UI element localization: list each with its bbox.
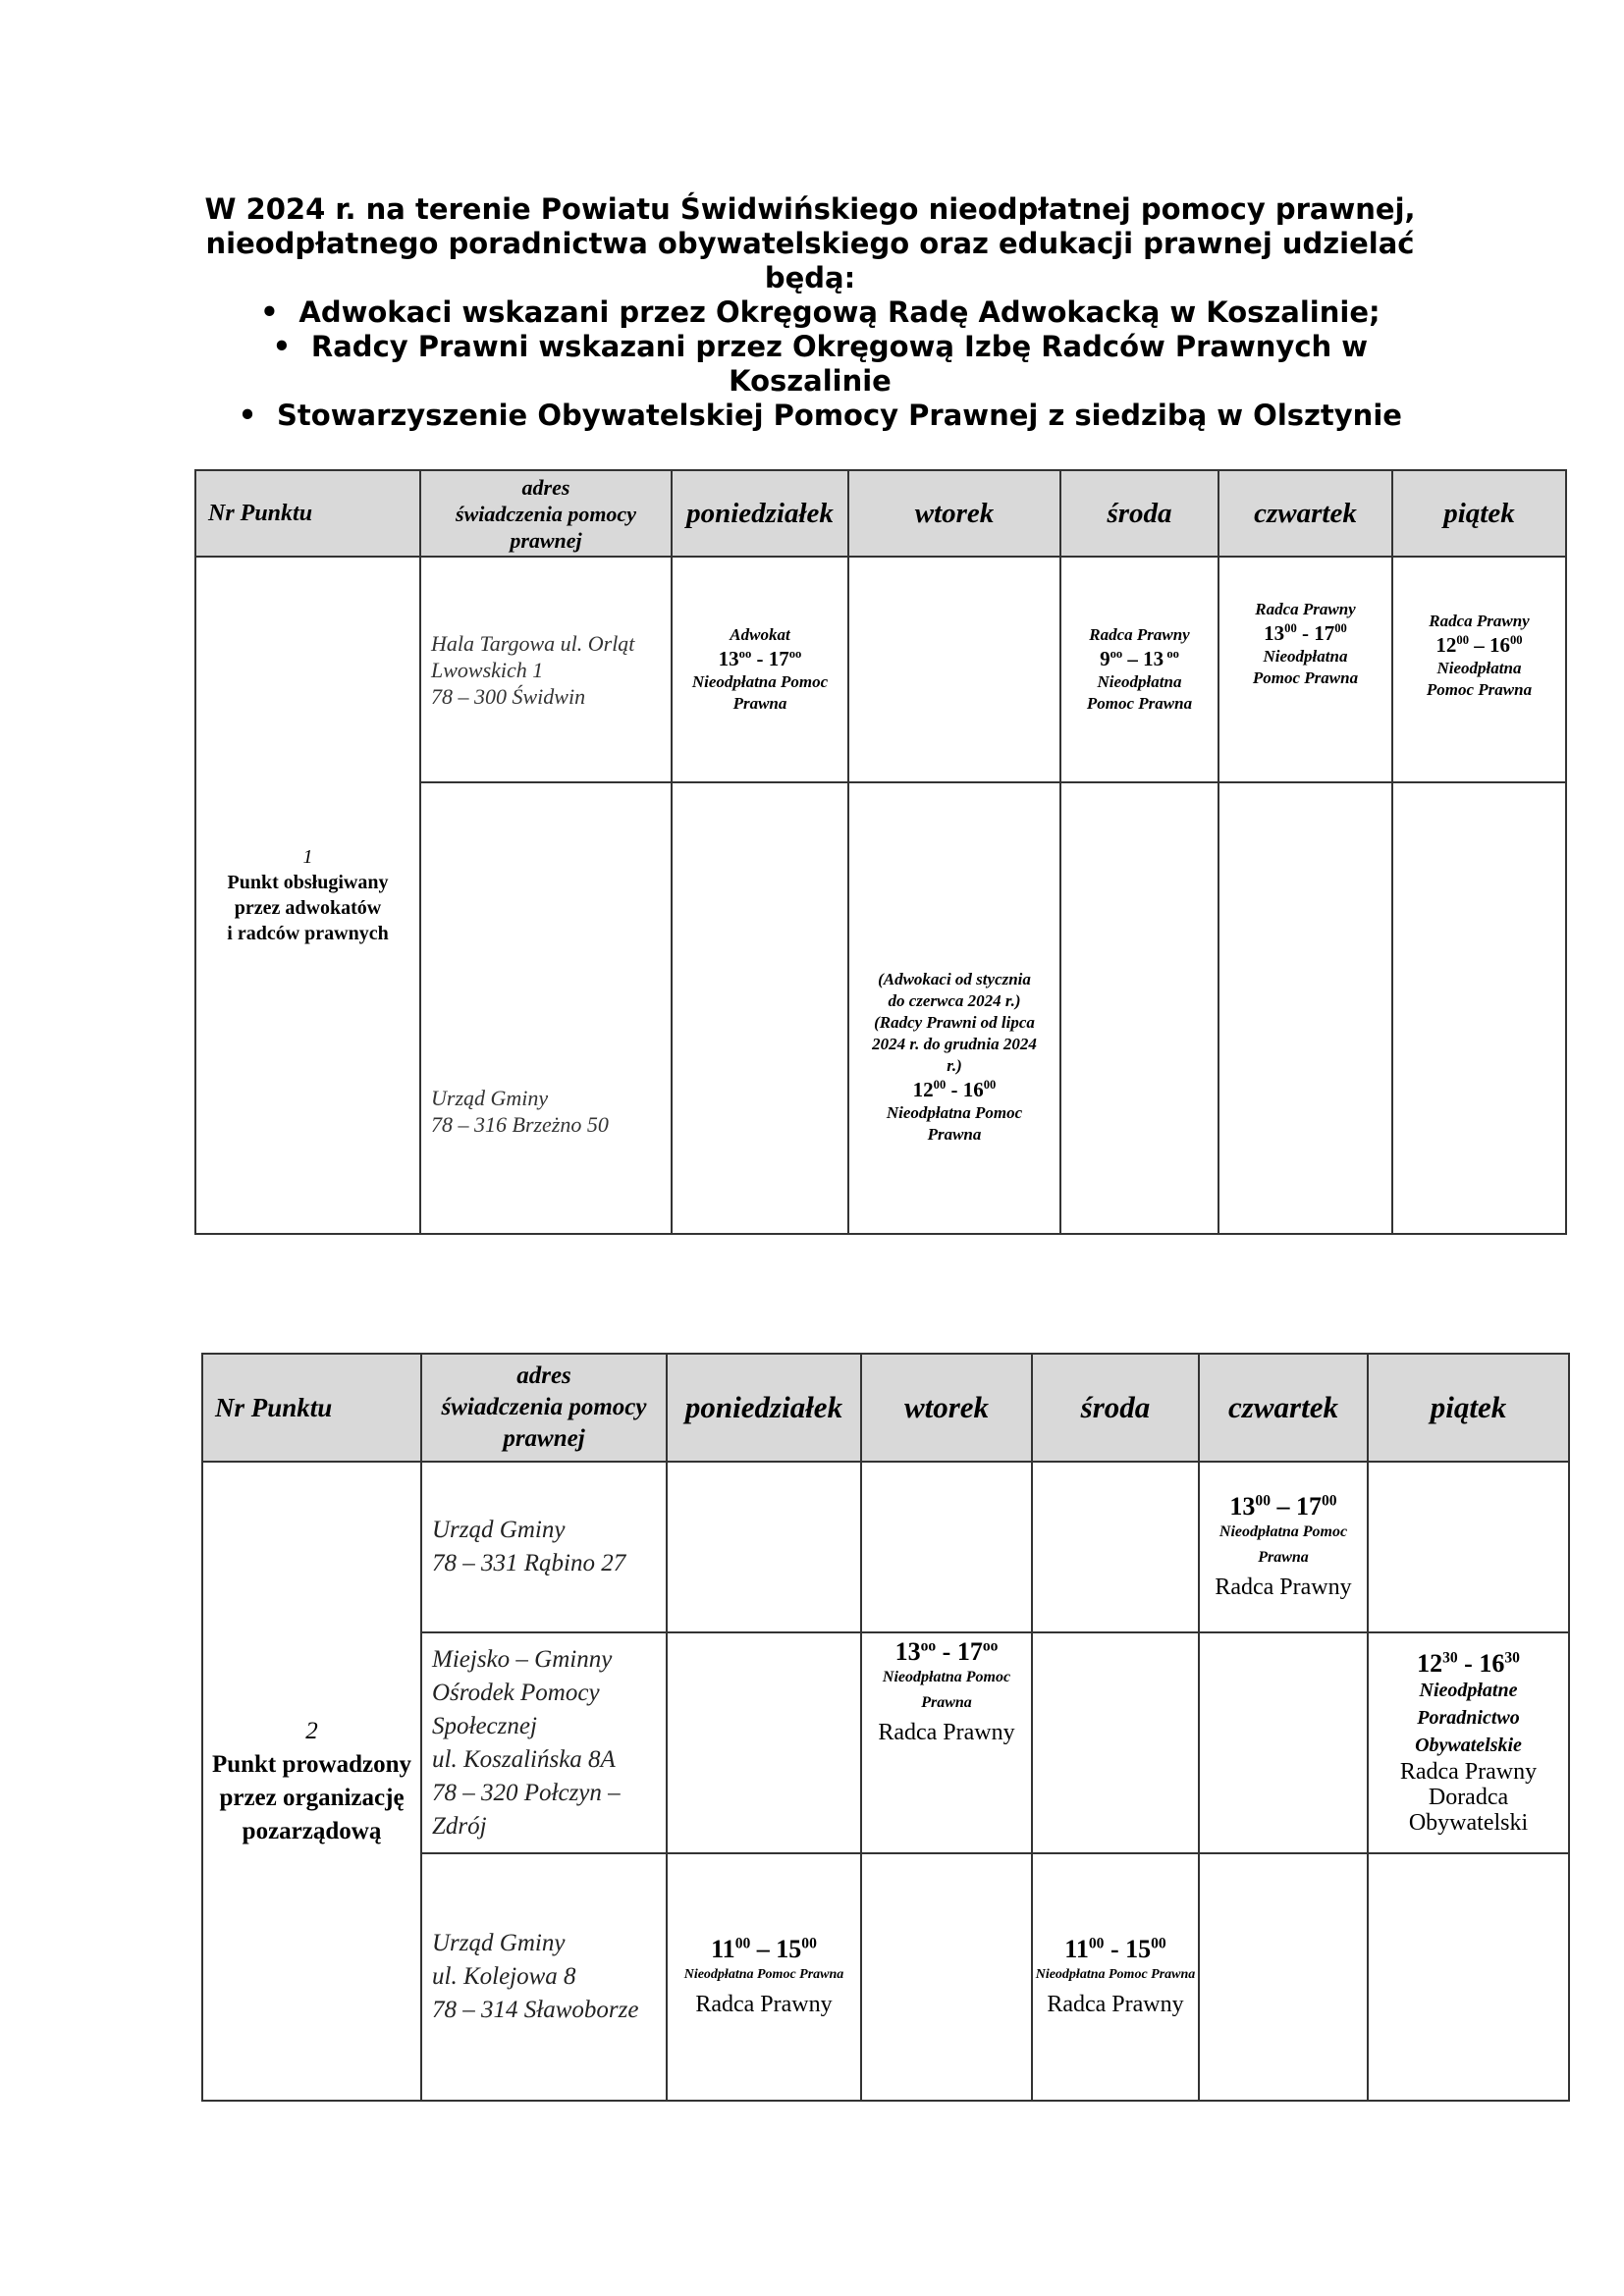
address-cell bbox=[420, 557, 672, 782]
schedule-cell-wednesday bbox=[1060, 557, 1218, 782]
schedule-cell-thursday bbox=[1218, 557, 1392, 782]
point-label: pozarządową bbox=[242, 1817, 382, 1844]
role-label: Radca Prawny bbox=[1215, 1575, 1352, 1600]
bullet-text: Adwokaci wskazani przez Okręgową Radę Adwokacką w Koszalinie; bbox=[298, 295, 1380, 329]
schedule-cell-tuesday bbox=[861, 1632, 1032, 1853]
header-monday: poniedziałek bbox=[667, 1354, 861, 1462]
service-label: Nieodpłatna Pomoc bbox=[691, 672, 829, 691]
note-line: (Adwokaci od stycznia bbox=[878, 970, 1031, 988]
schedule-cell-friday bbox=[1368, 1853, 1569, 2101]
service-label: Prawna bbox=[732, 694, 787, 713]
point-cell bbox=[195, 557, 420, 1234]
point-label: Punkt prowadzony bbox=[211, 1750, 412, 1778]
service-label: Nieodpłatne bbox=[1419, 1679, 1518, 1701]
schedule-cell-friday bbox=[1368, 1462, 1569, 1632]
service-label: Nieodpłatna Pomoc Prawna bbox=[1035, 1967, 1196, 1982]
header-nr-punktu: Nr Punktu bbox=[202, 1354, 421, 1462]
schedule-cell-monday bbox=[672, 782, 848, 1234]
time-range: $13^{oo} - 17^{oo}$ bbox=[718, 647, 802, 670]
time-range: $11^{00} - 15^{00}$ bbox=[711, 1935, 817, 1963]
note-line: 2024 r. do grudnia 2024 bbox=[872, 1035, 1037, 1053]
bullet-item bbox=[187, 295, 1434, 330]
role-label: Radca Prawny bbox=[1399, 1758, 1538, 1785]
header-address bbox=[421, 1354, 667, 1462]
heading-line: W 2024 r. na terenie Powiatu Świdwińskiego nieodpłatnej pomocy prawnej, bbox=[204, 192, 1416, 226]
header-tuesday: wtorek bbox=[861, 1354, 1032, 1462]
address-line: Lwowskich 1 bbox=[431, 657, 544, 682]
service-label: Pomoc Prawna bbox=[1426, 680, 1533, 699]
address-line: Społecznej bbox=[432, 1712, 537, 1739]
address-cell bbox=[421, 1462, 667, 1632]
schedule-cell-friday bbox=[1392, 782, 1566, 1234]
schedule-cell-monday bbox=[667, 1462, 861, 1632]
table-header-row bbox=[195, 470, 1566, 557]
header-address-line: adres bbox=[521, 474, 570, 500]
address-line: Hala Targowa ul. Orląt bbox=[431, 630, 635, 656]
address-cell bbox=[421, 1632, 667, 1853]
service-label: Nieodpłatna bbox=[1436, 659, 1522, 677]
time-range: $13^{00} - 17^{00}$ bbox=[1264, 621, 1347, 645]
schedule-cell-monday bbox=[672, 557, 848, 782]
address-line: Miejsko – Gminny bbox=[432, 1645, 613, 1673]
bullet-item bbox=[187, 399, 1434, 433]
header-address-line: świadczenia pomocy bbox=[441, 1394, 647, 1420]
schedule-cell-tuesday bbox=[861, 1853, 1032, 2101]
time-range: $13^{00} - 17^{00}$ bbox=[1229, 1492, 1337, 1521]
table-row bbox=[202, 1462, 1569, 1632]
schedule-cell-monday bbox=[667, 1632, 861, 1853]
schedule-cell-thursday bbox=[1199, 1853, 1368, 2101]
service-label: Poradnictwo bbox=[1417, 1706, 1520, 1729]
bullet-text: Koszalinie bbox=[729, 364, 892, 398]
address-line: Urząd Gminy bbox=[431, 1086, 549, 1110]
address-cell bbox=[420, 782, 672, 1234]
bullet-icon: • bbox=[260, 295, 279, 329]
point-label: Punkt obsługiwany bbox=[227, 872, 389, 893]
bullet-text: Radcy Prawni wskazani przez Okręgową Izbę Radców Prawnych w bbox=[310, 330, 1369, 363]
service-label: Nieodpłatna Pomoc Prawna bbox=[683, 1967, 844, 1982]
address-line: 78 – 331 Rąbino 27 bbox=[432, 1550, 626, 1576]
role-label: Radca Prawny bbox=[1089, 625, 1190, 644]
schedule-cell-tuesday bbox=[848, 557, 1060, 782]
header-wednesday: środa bbox=[1032, 1354, 1199, 1462]
address-line: Urząd Gminy bbox=[432, 1930, 566, 1956]
time-range: $9^{oo} - 13$ $^{oo}$ bbox=[1100, 647, 1179, 670]
table-header-row bbox=[202, 1354, 1569, 1462]
address-line: ul. Kolejowa 8 bbox=[432, 1963, 576, 1990]
header-address-line: prawnej bbox=[510, 527, 582, 553]
schedule-cell-wednesday bbox=[1032, 1853, 1199, 2101]
header-wednesday: środa bbox=[1060, 470, 1218, 557]
service-label: Prawna bbox=[1258, 1549, 1309, 1566]
header-friday: piątek bbox=[1392, 470, 1566, 557]
header-friday: piątek bbox=[1368, 1354, 1569, 1462]
role-label: Radca Prawny bbox=[1047, 1992, 1184, 2017]
role-label: Radca Prawny bbox=[1429, 612, 1530, 630]
schedule-cell-thursday bbox=[1199, 1632, 1368, 1853]
point-number: 2 bbox=[305, 1717, 318, 1744]
service-label: Nieodpłatna Pomoc bbox=[886, 1103, 1023, 1122]
schedule-cell-monday bbox=[667, 1853, 861, 2101]
header-nr-punktu: Nr Punktu bbox=[195, 470, 420, 557]
bullet-icon: • bbox=[238, 399, 257, 432]
address-line: 78 – 314 Sławoborze bbox=[432, 1997, 639, 2023]
role-label: Radca Prawny bbox=[695, 1992, 833, 2017]
address-line: 78 – 320 Połczyn – Zdrój bbox=[432, 1779, 621, 1840]
header-address-line: prawnej bbox=[503, 1425, 585, 1452]
point-number: 1 bbox=[302, 846, 313, 868]
schedule-cell-friday bbox=[1368, 1632, 1569, 1853]
time-range: $12^{00} - 16^{00}$ bbox=[1435, 633, 1523, 657]
point-label: przez organizację bbox=[219, 1784, 405, 1811]
service-label: Nieodpłatna Pomoc bbox=[1218, 1523, 1348, 1540]
service-label: Nieodpłatna bbox=[1097, 672, 1182, 691]
table-row bbox=[195, 557, 1566, 782]
schedule-table-1 bbox=[194, 469, 1567, 1235]
role-label: Adwokat bbox=[730, 625, 790, 644]
service-label: Obywatelskie bbox=[1415, 1734, 1522, 1756]
heading-line: nieodpłatnego poradnictwa obywatelskiego oraz edukacji prawnej udzielać bbox=[205, 227, 1415, 260]
time-range: $12^{00} - 16^{00}$ bbox=[912, 1078, 997, 1101]
schedule-cell-thursday bbox=[1218, 782, 1392, 1234]
header-thursday: czwartek bbox=[1218, 470, 1392, 557]
address-line: 78 – 300 Świdwin bbox=[431, 683, 586, 709]
address-cell bbox=[421, 1853, 667, 2101]
note-line: r.) bbox=[947, 1056, 962, 1075]
heading-line: będą: bbox=[764, 261, 856, 294]
header-thursday: czwartek bbox=[1199, 1354, 1368, 1462]
time-range: $11^{00} - 15^{00}$ bbox=[1064, 1935, 1166, 1963]
role-label: Doradca Obywatelski bbox=[1408, 1784, 1529, 1836]
bullet-item-continuation bbox=[187, 364, 1434, 399]
time-range: $13^{oo} - 17^{oo}$ bbox=[894, 1637, 999, 1666]
service-label: Nieodpłatna Pomoc bbox=[882, 1669, 1011, 1685]
point-label: i radców prawnych bbox=[227, 923, 389, 944]
schedule-cell-thursday bbox=[1199, 1462, 1368, 1632]
service-label: Nieodpłatna bbox=[1263, 647, 1348, 666]
schedule-cell-tuesday bbox=[861, 1462, 1032, 1632]
service-label: Prawna bbox=[927, 1125, 982, 1144]
schedule-table-2 bbox=[201, 1353, 1570, 2102]
point-cell bbox=[202, 1462, 421, 2101]
role-label: Radca Prawny bbox=[1255, 600, 1356, 618]
service-label: Pomoc Prawna bbox=[1086, 694, 1193, 713]
schedule-cell-tuesday bbox=[848, 782, 1060, 1234]
service-label: Prawna bbox=[921, 1694, 972, 1711]
note-line: do czerwca 2024 r.) bbox=[888, 991, 1021, 1010]
bullet-item bbox=[187, 330, 1434, 364]
schedule-cell-wednesday bbox=[1032, 1632, 1199, 1853]
bullet-text: Stowarzyszenie Obywatelskiej Pomocy Prawnej z siedzibą w Olsztynie bbox=[277, 399, 1402, 432]
schedule-cell-wednesday bbox=[1060, 782, 1218, 1234]
address-line: 78 – 316 Brzeżno 50 bbox=[431, 1112, 609, 1137]
schedule-cell-wednesday bbox=[1032, 1462, 1199, 1632]
header-monday: poniedziałek bbox=[672, 470, 848, 557]
role-label: Radca Prawny bbox=[878, 1720, 1015, 1745]
header-tuesday: wtorek bbox=[848, 470, 1060, 557]
service-label: Pomoc Prawna bbox=[1252, 668, 1359, 687]
header-address bbox=[420, 470, 672, 557]
schedule-cell-friday bbox=[1392, 557, 1566, 782]
header-address-line: adres bbox=[516, 1362, 571, 1389]
bullet-icon: • bbox=[272, 330, 292, 363]
address-line: Ośrodek Pomocy bbox=[432, 1679, 600, 1706]
note-line: (Radcy Prawni od lipca bbox=[874, 1013, 1035, 1032]
header-address-line: świadczenia pomocy bbox=[456, 501, 636, 526]
address-line: ul. Koszalińska 8A bbox=[432, 1745, 616, 1773]
point-label: przez adwokatów bbox=[234, 897, 382, 919]
address-line: Urząd Gminy bbox=[432, 1517, 566, 1543]
time-range: $12^{30} - 16^{30}$ bbox=[1417, 1648, 1520, 1678]
document-heading bbox=[187, 192, 1434, 433]
